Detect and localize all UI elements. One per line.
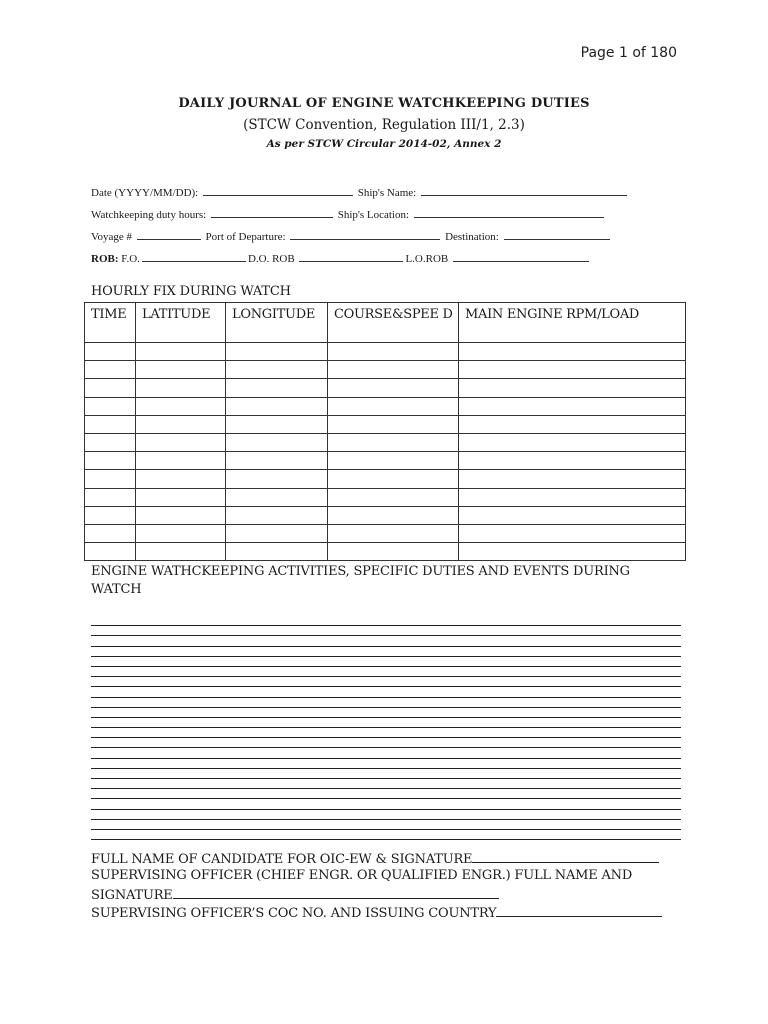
table-cell[interactable] <box>136 379 226 397</box>
table-cell[interactable] <box>226 506 328 524</box>
column-header: LONGITUDE <box>226 303 328 343</box>
writing-line[interactable] <box>91 636 681 646</box>
fo-label: F.O. <box>121 253 140 265</box>
do-label: D.O. ROB <box>247 253 295 265</box>
table-cell[interactable] <box>459 379 686 397</box>
departure-field[interactable] <box>290 229 440 240</box>
duty-hours-field[interactable] <box>211 207 333 218</box>
destination-label: Destination: <box>445 231 499 243</box>
writing-line[interactable] <box>91 647 681 657</box>
coc-label: SUPERVISING OFFICER’S COC NO. AND ISSUING COUNTRY <box>91 906 497 921</box>
coc-field[interactable] <box>496 903 662 917</box>
table-cell[interactable] <box>85 433 136 451</box>
column-header: LATITUDE <box>136 303 226 343</box>
table-cell[interactable] <box>459 543 686 561</box>
table-row <box>85 452 686 470</box>
table-cell[interactable] <box>85 470 136 488</box>
table-cell[interactable] <box>136 543 226 561</box>
table-cell[interactable] <box>226 379 328 397</box>
table-cell[interactable] <box>459 524 686 542</box>
table-row <box>85 415 686 433</box>
fo-field[interactable] <box>142 251 246 262</box>
supervisor-signature-label: SIGNATURE <box>91 888 173 903</box>
table-cell[interactable] <box>136 524 226 542</box>
table-cell[interactable] <box>226 452 328 470</box>
table-cell[interactable] <box>85 488 136 506</box>
table-cell[interactable] <box>85 524 136 542</box>
table-row <box>85 506 686 524</box>
candidate-signature-field[interactable] <box>472 849 659 863</box>
table-cell[interactable] <box>136 415 226 433</box>
table-header-row <box>85 303 686 343</box>
duty-hours-label: Watchkeeping duty hours: <box>91 209 207 221</box>
table-cell[interactable] <box>85 379 136 397</box>
ships-location-field[interactable] <box>414 207 604 218</box>
table-cell[interactable] <box>85 506 136 524</box>
table-row <box>85 543 686 561</box>
writing-line[interactable] <box>91 759 681 769</box>
table-row <box>85 361 686 379</box>
table-cell[interactable] <box>226 343 328 361</box>
table-cell[interactable] <box>459 415 686 433</box>
table-cell[interactable] <box>459 433 686 451</box>
hourly-fix-table <box>84 302 686 561</box>
table-cell[interactable] <box>328 470 459 488</box>
writing-line[interactable] <box>91 667 681 677</box>
table-cell[interactable] <box>226 415 328 433</box>
table-cell[interactable] <box>226 488 328 506</box>
table-cell[interactable] <box>85 415 136 433</box>
table-cell[interactable] <box>328 524 459 542</box>
table-row <box>85 524 686 542</box>
writing-line[interactable] <box>91 728 681 738</box>
writing-line[interactable] <box>91 799 681 809</box>
lo-field[interactable] <box>453 251 589 262</box>
writing-line[interactable] <box>91 616 681 626</box>
writing-line[interactable] <box>91 779 681 789</box>
table-cell[interactable] <box>459 361 686 379</box>
table-row <box>85 470 686 488</box>
table-cell[interactable] <box>328 379 459 397</box>
voyage-field[interactable] <box>137 229 201 240</box>
ships-name-field[interactable] <box>421 185 627 196</box>
writing-line[interactable] <box>91 789 681 799</box>
table-cell[interactable] <box>226 361 328 379</box>
destination-field[interactable] <box>504 229 610 240</box>
do-field[interactable] <box>299 251 403 262</box>
writing-line[interactable] <box>91 698 681 708</box>
activities-heading: ENGINE WATHCKEEPING ACTIVITIES, SPECIFIC DUTIES AND EVENTS DURING WATCH <box>91 564 630 597</box>
table-cell[interactable] <box>328 361 459 379</box>
table-cell[interactable] <box>328 433 459 451</box>
table-cell[interactable] <box>459 470 686 488</box>
writing-line[interactable] <box>91 657 681 667</box>
table-cell[interactable] <box>136 433 226 451</box>
hourly-fix-heading: HOURLY FIX DURING WATCH <box>91 284 291 299</box>
candidate-label: FULL NAME OF CANDIDATE FOR OIC-EW & SIGNATURE <box>91 852 473 867</box>
table-cell[interactable] <box>136 343 226 361</box>
table-cell[interactable] <box>328 452 459 470</box>
circular-reference: As per STCW Circular 2014-02, Annex 2 <box>266 138 502 150</box>
table-cell[interactable] <box>136 361 226 379</box>
table-cell[interactable] <box>226 470 328 488</box>
form-line-date <box>91 185 629 199</box>
page-number: Page 1 of 180 <box>580 45 677 61</box>
column-header: COURSE&SPEE D <box>328 303 459 343</box>
table-cell[interactable] <box>85 397 136 415</box>
table-row <box>85 488 686 506</box>
candidate-signature-line <box>91 849 659 869</box>
writing-line[interactable] <box>91 708 681 718</box>
table-row <box>85 343 686 361</box>
writing-line[interactable] <box>91 626 681 636</box>
writing-line[interactable] <box>91 820 681 830</box>
writing-line[interactable] <box>91 769 681 779</box>
table-cell[interactable] <box>85 343 136 361</box>
supervisor-line-1: SUPERVISING OFFICER (CHIEF ENGR. OR QUALIFIED ENGR.) FULL NAME AND <box>91 868 633 883</box>
date-field[interactable] <box>203 185 353 196</box>
table-cell[interactable] <box>328 488 459 506</box>
table-cell[interactable] <box>459 343 686 361</box>
date-label: Date (YYYY/MM/DD): <box>91 187 199 199</box>
column-header: TIME <box>85 303 136 343</box>
table-cell[interactable] <box>85 361 136 379</box>
table-cell[interactable] <box>328 415 459 433</box>
document-subtitle: (STCW Convention, Regulation III/1, 2.3) <box>243 117 525 133</box>
table-cell[interactable] <box>226 397 328 415</box>
form-line-rob <box>91 251 591 265</box>
table-cell[interactable] <box>328 397 459 415</box>
writing-line[interactable] <box>91 677 681 687</box>
rob-label: ROB: <box>91 253 119 265</box>
table-cell[interactable] <box>328 506 459 524</box>
table-cell[interactable] <box>226 433 328 451</box>
table-cell[interactable] <box>459 452 686 470</box>
supervisor-signature-field[interactable] <box>173 885 499 899</box>
writing-line[interactable] <box>91 830 681 840</box>
ships-name-label: Ship's Name: <box>357 187 417 199</box>
form-line-hours <box>91 207 606 221</box>
table-row <box>85 397 686 415</box>
table-cell[interactable] <box>136 488 226 506</box>
supervisor-signature-line <box>91 885 499 905</box>
coc-line <box>91 903 662 923</box>
lo-label: L.O.ROB <box>405 253 449 265</box>
table-cell[interactable] <box>136 470 226 488</box>
table-cell[interactable] <box>328 343 459 361</box>
table-cell[interactable] <box>459 397 686 415</box>
table-cell[interactable] <box>136 506 226 524</box>
voyage-label: Voyage # <box>91 231 133 243</box>
table-row <box>85 433 686 451</box>
table-cell[interactable] <box>226 543 328 561</box>
writing-line[interactable] <box>91 810 681 820</box>
document-title: DAILY JOURNAL OF ENGINE WATCHKEEPING DUTIES <box>178 96 590 111</box>
departure-label: Port of Departure: <box>205 231 286 243</box>
table-cell[interactable] <box>85 452 136 470</box>
table-row <box>85 379 686 397</box>
activities-writing-lines[interactable] <box>91 616 681 840</box>
ships-location-label: Ship's Location: <box>337 209 410 221</box>
table-cell[interactable] <box>459 506 686 524</box>
table-cell[interactable] <box>85 543 136 561</box>
writing-line[interactable] <box>91 718 681 728</box>
writing-line[interactable] <box>91 748 681 758</box>
table-cell[interactable] <box>226 524 328 542</box>
table-cell[interactable] <box>328 543 459 561</box>
writing-line[interactable] <box>91 738 681 748</box>
table-cell[interactable] <box>136 397 226 415</box>
column-header: MAIN ENGINE RPM/LOAD <box>459 303 686 343</box>
table-cell[interactable] <box>136 452 226 470</box>
table-cell[interactable] <box>459 488 686 506</box>
writing-line[interactable] <box>91 687 681 697</box>
form-line-voyage <box>91 229 612 243</box>
